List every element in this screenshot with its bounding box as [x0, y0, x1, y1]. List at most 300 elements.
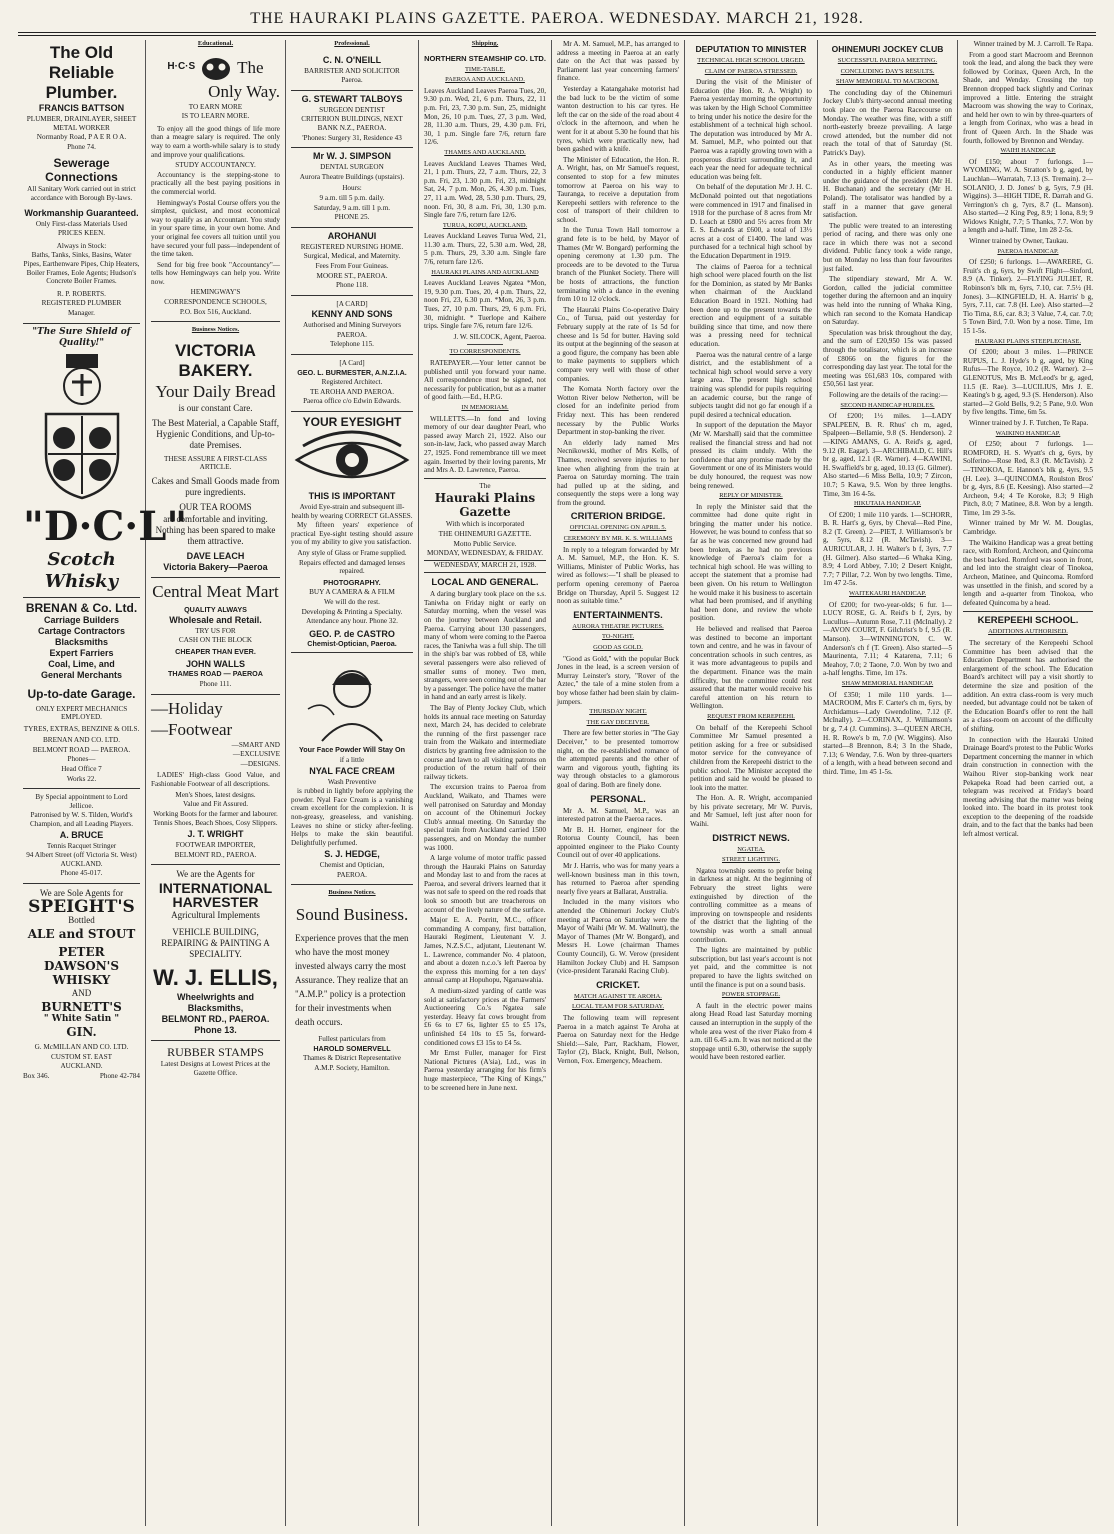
ad-text: By Special appointment to Lord Jellicoe.: [35, 793, 128, 810]
article-paragraph: Included in the many visitors who attended the Ohinemuri Jockey Club's meeting at Paeroa on Saturday were the Mayor of Waihi (Mr W. M. Wallnutt), the Mayor of Thames (Mr W. Bongard), and Messrs H. Lowe (chairman Thames County Council), G. W. Verow (president Hamilton Jockey Club) and H. Sampson (vice-president Taranaki Racing Club).: [557, 898, 679, 976]
ad-text: Agricultural Implements: [171, 910, 260, 921]
ad-text: Manager.: [68, 308, 95, 317]
race-heading: SECOND HANDICAP HURDLES.: [840, 401, 935, 409]
ad-service: Carriage Builders: [43, 614, 120, 625]
article-paragraph: Following are the details of the racing:—: [829, 390, 948, 399]
ad-product: " White Satin ": [43, 1014, 120, 1024]
article-paragraph: In connection with the Hauraki United Drainage Board's protest to the Public Works Department concerning the manner in which drain construction in connection with the Waihou River stop-banking work near Pekapeka Road had been carried out, a telegram was received at Friday's board meeting advising that the matter was being looked into. The board in its protest took exception to the deepening of the roadside drain, and to the fact that the banks had been left almost vertical.: [963, 735, 1093, 839]
article-heading: CRITERION BRIDGE.: [570, 511, 666, 523]
timetable: Leaves Auckland Leaves Paeroa Tues, 20, 9.30 p.m. Wed, 21, 6 p.m. Thurs, 22, 11 p.m. Fri, 23, 7.30 p.m. Sun, 25, midnight Mon, 26, 10 p.m. Tues, 27, 3 p.m. Wed, 28, 11.30 a.m. Thurs, 29, 4.30 p.m. Fri, 30, 1 p.m. Single fare 7/6, return fare 12/6.: [424, 86, 546, 147]
ad-text: Fullest particulars from: [318, 1035, 386, 1044]
ad-service: Coal, Lime, and: [48, 658, 115, 669]
column-4: [419, 40, 552, 1526]
article-paragraph: The stipendiary steward, Mr A. W. Gordon, called the judicial committee together during the afternoon and an inquiry was held into the running of Whaka King, which ran second to the Komata Handicap on Saturday.: [823, 275, 952, 327]
ad-name: FRANCIS BATTSON: [38, 103, 125, 113]
article-paragraph: The Komata North factory over the Wotton River below Netherton, will be closed for an indefinite period from Friday next. This has been rendered necessary by the Public Works Department in stop-banking the river.: [557, 385, 679, 437]
ad-text: Telephone 115.: [330, 340, 374, 349]
ad-footwear: [151, 695, 280, 866]
ad-text: Only First-class Materials Used: [35, 219, 128, 228]
ad-service: Expert Farriers: [49, 647, 114, 658]
ad-product: GIN.: [66, 1025, 97, 1039]
article-subheading: SUCCESSFUL PAEROA MEETING.: [837, 57, 938, 64]
article-paragraph: Winner trained by J. F. Tutchen, Te Rapa.: [969, 418, 1089, 427]
ad-slogan: "The Sure Shield of Quality!": [32, 326, 131, 348]
article-paragraph: The Hon. A. R. Wright, accompanied by his private secretary, Mr W. Purvis, and Mr Samuel, left just after noon for Waihi.: [690, 794, 812, 829]
timetable: Leaves Auckland Leaves Turua Wed, 21, 11.30 a.m. Thurs, 22, 5.30 a.m. Wed, 28, 5 p.m. Thurs, 29, 3.30 a.m. Single fare 7/6, return fare 12/6.: [424, 232, 546, 267]
article-paragraph: Speculation was brisk throughout the day, and the sum of £20,950 15s was passed through the totalisator, which is an increase of £8066 on the figures for the corresponding day last year. The total for the meeting was £61,683 10s, compared with £50,561 last year.: [823, 328, 952, 389]
ad-text: —EXCLUSIVE: [232, 750, 280, 759]
ad-paragraph: is rubbed in lightly before applying the powder. Nyal Face Cream is a vanishing cream excellent for the complexion. It is non-greasy, greaseless, and vanishing. Leaves no shine or sticky after-feeling. Helps to make the skin beautiful. Delightfully perfumed.: [291, 787, 413, 847]
ad-text: ONLY EXPERT MECHANICS EMPLOYED.: [35, 704, 128, 722]
ad-text: REGISTERED PLUMBER: [41, 299, 122, 308]
article-subheading: THURSDAY NIGHT.: [589, 708, 647, 716]
article-heading: DEPUTATION TO MINISTER: [695, 44, 807, 54]
ad-name: JOHN WALLS: [185, 659, 245, 670]
ad-text: The Best Material, a Capable Staff, Hygienic Conditions, and Up-to-date Premises.: [151, 417, 280, 450]
column-3: [286, 40, 419, 1526]
ad-name: GEO. P. de CASTRO: [309, 628, 395, 639]
ad-text: THAMES ROAD — PAEROA: [168, 669, 263, 679]
ad-text: Attendance any hour. Phone 32.: [306, 617, 398, 626]
ad-text: is our constant Care.: [178, 402, 253, 413]
ad-text: We are the Agents for: [176, 869, 255, 880]
race-heading: HAURAKI PLAINS STEEPLECHASE.: [975, 337, 1081, 345]
ad-text: Box 346.: [23, 1071, 50, 1080]
ad-text: PRICES KEEN.: [57, 229, 106, 238]
ad-text: THE OHINEMURI GAZETTE.: [438, 529, 532, 538]
ad-service: Blacksmiths: [54, 636, 109, 647]
ad-product: ALE and STOUT: [27, 927, 136, 941]
ad-text: Fees From Four Guineas.: [315, 261, 389, 270]
ad-text: [A CARD]: [336, 299, 368, 308]
article-paragraph: The excursion trains to Paeroa from Auckland, Waikato, and Thames were well patronised on Saturday and Monday on account of the Ohinemuri Jockey Club's annual meeting. On Saturday the special train from Auckland carried 1500 passengers, and on Monday the number was 1000.: [424, 783, 546, 852]
article-paragraph: Mr Ernst Fuller, manager for First National Pictures (A'sia), Ltd., was in Paeroa yesterday arranging for his firm's huge masterpiece, "The King of Kings," to be screened here in June next.: [424, 1049, 546, 1092]
ad-name: A. BRUCE: [59, 829, 104, 840]
article-paragraph: Winner trained by Mr W. M. Douglas, Cambridge.: [963, 519, 1093, 537]
ad-name: GEO. L. BURMESTER, A.N.Z.I.A.: [297, 367, 407, 377]
article-paragraph: In support of the deputation the Mayor (Mr W. Marshall) said that the committee realised the financial stress and had not pressed its claim unduly. With the confidence that any promise made by the Government or one of its Ministers would be duly honoured, the request was now being renewed.: [690, 421, 812, 490]
ad-text: REGISTERED NURSING HOME.: [300, 242, 404, 251]
shield-crest-icon: [32, 352, 132, 502]
ad-heading: —Footwear: [151, 719, 233, 739]
article-paragraph: The Bay of Plenty Jockey Club, which holds its annual race meeting on Saturday next, March 24, has decided to celebrate the running of the first passenger race train from the Waikato and intermediate districts by granting free admission to the course and lawn to all visiting patrons on production of the return half of their railway tickets.: [424, 704, 546, 781]
ad-nyal-face-cream: [291, 653, 413, 885]
ad-text: [A Card]: [339, 359, 365, 368]
ad-name: W. J. ELLIS,: [153, 965, 278, 991]
ad-text: Authorised and Mining Surveyors: [302, 321, 402, 330]
ad-text: CRITERION BUILDINGS, NEXT BANK N.Z., PAEROA.: [301, 115, 403, 132]
ad-text: DENTAL SURGEON: [320, 163, 384, 172]
article-subheading: ADDITIONS AUTHORISED.: [988, 628, 1068, 636]
article-subheading: TIME-TABLE.: [464, 65, 506, 73]
ad-paragraph: My fifteen years' experience of practical Eye-sight testing should assure you of my ability to give you satisfaction.: [291, 521, 413, 547]
ad-text: 9 a.m. till 5 p.m. daily.: [319, 193, 385, 202]
ad-text: Surgical, Medical, and Maternity.: [303, 252, 401, 261]
column-8: [958, 40, 1098, 1526]
ad-plumber: [23, 40, 140, 324]
ad-dcl-whisky: [23, 324, 188, 598]
ad-rubber-stamps: [151, 1041, 280, 1082]
article-paragraph: Winner trained by M. J. Carroll. Te Rapa.: [973, 40, 1093, 48]
ad-text: Baths, Tanks, Sinks, Basins, Water Pipes, Earthenware Pipes, Chip Heaters, Boiler Frames, Eole Agents; Hudson's Concrete Boiler Frames.: [23, 251, 140, 286]
race-heading: WAIHI HANDICAP.: [1000, 147, 1056, 155]
ad-text: Motto Public Service.: [453, 539, 517, 548]
ad-text: The: [479, 481, 491, 490]
ad-text: PHONE 25.: [334, 213, 370, 222]
article-subheading: CEREMONY BY MR. K. S. WILLIAMS: [563, 535, 673, 543]
ad-text: P.O. Box 516, Auckland.: [179, 307, 252, 316]
ad-ellis: [151, 865, 280, 1041]
ad-text: QUALITY ALWAYS: [184, 605, 247, 615]
ad-text: Avoid Eye-strain and subsequent ill-health by wearing CORRECT GLASSES.: [291, 503, 413, 520]
ad-heading: The Old Reliable Plumber.: [45, 43, 118, 102]
article-subheading: POWER STOPPAGE.: [721, 991, 781, 999]
ad-text: BARRISTER AND SOLICITOR: [304, 66, 400, 75]
ad-text: Head Office 7: [61, 765, 102, 774]
race-result: Of £200; 1 mile 110 yards. 1—SCHORR, B. R. Hart's g, 6yrs, by Cheval—Red Pine, 8.2 (T. Green). 2—PIET, J. Williamson's br g, 5yrs, 8.12 (R. McTavish). 3—AURICULAR, J. H. Walter's b f, 3yrs, 7.7 (H. Gilmer). Also started—6 Whaka King, 8.9; 4 Lord Abbey, 7.10; 2 Desert Knight, 7.7; 7 Pillar, 7.2. Won by two lengths. Time, 1m 47 2-5s.: [823, 510, 952, 588]
ad-subheading: STUDY ACCOUNTANCY.: [175, 161, 256, 170]
ad-text: CASH ON THE BLOCK: [178, 636, 253, 645]
ad-text: CORRESPONDENCE SCHOOLS,: [164, 298, 267, 307]
article-paragraph: Mr A. M. Samuel, M.P., has arranged to address a meeting in Paeroa at an early date on the Act that was passed by Parliament last year concerning farmers' finance.: [557, 40, 679, 83]
ad-central-meat-mart: [151, 578, 280, 695]
ad-tennis: [23, 789, 140, 884]
ad-text: MONDAY, WEDNESDAY, & FRIDAY.: [426, 549, 544, 558]
race-result: Of £250; about 7 furlongs. 1—ROMFORD, H. S. Wyatt's ch g, 6yrs, by Solferino—Rose Red, 8.3 (R. McTavish). 2—TINOKOA, E. Hannon's blk g, 4yrs, 9.5 (H. Lee). 3—QUINCOMA, Roulston Bros' br g, 4yrs, 8.6 (E. Keesing). Also started—2 Archeon, 9.4; 4 Te Koroke, 8.3; 9 High Pitch, 8.0; 7 Matinee, 8.8. Won by a length. Time, 1m 29 3-5s.: [963, 440, 1093, 517]
article-paragraph: In the Turua Town Hall tomorrow a grand fete is to be held, by Mayor of Thames (Mr W. Bongard) performing the opening ceremony at 1.30 p.m. The proceeds are to be devoted to the Turua branch of the Plunket Society. There will be hosts of attractions, the function terminating with a dance in the evening from 10 to 12 o'clock.: [557, 226, 679, 304]
ad-text: MOORE ST., PAEROA.: [316, 271, 388, 280]
ad-service: General Merchants: [40, 669, 123, 680]
ad-text: Always in Stock:: [56, 241, 107, 250]
ad-name: Mr W. J. SIMPSON: [312, 151, 391, 162]
ad-text: With which is incorporated: [445, 520, 525, 529]
article-subheading: GOOD AS GOLD.: [593, 644, 643, 651]
column-7: [818, 40, 958, 1526]
ad-name: C. N. O'NEILL: [322, 54, 382, 65]
race-heading: SHAW MEMORIAL HANDICAP.: [841, 679, 934, 687]
ad-text: Phone 111.: [199, 680, 232, 688]
ad-heading: Your Daily Bread: [155, 381, 276, 401]
ad-text: A.M.P. Society, Hamilton.: [314, 1063, 390, 1072]
ad-heading: RUBBER STAMPS: [167, 1045, 264, 1060]
newspaper-nameplate: [424, 478, 546, 574]
article-paragraph: During the visit of the Minister of Education (the Hon. R. A. Wright) to Paeroa yesterday morning the opportunity was taken by the High School Committee to bring under his notice the desire for the establishment of a technical high school. The deputation was introduced by Mr A. M. Samuel, M.P., who pointed out that Paeroa was a rapidly growing town with a prosperous district surrounding it, and each year the need for adequate technical education was being felt.: [690, 78, 812, 181]
ad-hemingway: [151, 52, 280, 323]
article-paragraph: An elderly lady named Mrs Necnikowski, mother of Mrs Kells, of Thames, received severe injuries to her knee when alighting from the train at Paeroa on Saturday morning. The train had pulled up at the siding, and consequently the steps were a long way from the ground.: [557, 438, 679, 507]
ad-text: BELMONT RD., PAEROA.: [161, 1014, 270, 1025]
ad-product: WHISKY: [52, 973, 111, 987]
article-subheading: HAURAKI PLAINS AND AUCKLAND: [431, 268, 539, 276]
ad-heading: —Holiday: [151, 698, 223, 718]
article-paragraph: Mr J. Harris, who was for many years a well-known business man in this town, has returned to Paeroa after spending nearly five years at Ballarat, Australia.: [557, 862, 679, 896]
ad-text: Wholesale and Retail.: [169, 614, 262, 625]
ad-text: AND: [71, 988, 92, 998]
ad-name: Victoria Bakery—Paeroa: [163, 562, 268, 573]
ad-heading: BRENAN & Co. Ltd.: [25, 600, 138, 615]
ad-paragraph: Accountancy is the stepping-stone to practically all the best paying positions in the commercial world.: [151, 170, 280, 196]
ad-text: All Sanitary Work carried out in strict accordance with Borough By-laws.: [27, 185, 136, 202]
ad-text: HEMINGWAY'S: [190, 288, 241, 297]
article-paragraph: RATEPAYER.—Your letter cannot be published until you forward your name. All correspondence must be signed, not necessarily for publication, but as a matter of good faith.—Ed., H.P.G.: [424, 359, 546, 402]
ad-heading: Up-to-date Garage.: [27, 686, 136, 701]
article-subheading: AURORA THEATRE PICTURES.: [572, 622, 664, 630]
article-subheading: SHAW MEMORIAL TO MACROOM.: [836, 78, 939, 86]
ad-text: Tennis Shoes, Beach Shoes, Cosy Slippers.: [153, 819, 278, 828]
article-subheading: STREET LIGHTING.: [721, 856, 780, 864]
article-paragraph: Mr B. H. Horner, engineer for the Rotorua County Council, has been appointed engineer to the Piako County Council out of over 40 applications.: [557, 825, 679, 860]
article-subheading: MATCH AGAINST TE AROHA.: [574, 992, 662, 1000]
race-result: Of £250; 6 furlongs. 1—AWARERE, G. Fruit's ch g, 6yrs, by Swift Flight—Sinford, 8.9 (A. Tinker). 2—FLYING JULIET, R. Robinson's blk m, 6yrs, 7.10, car. 7.5½ (H. Jones). 3—KINGFIELD, H. A. Harris' b g, 5yrs, 7.11, car. 7.8 (H. Lee). Also started—2 Tio Tima, 8.6, car. 8.3; 3 Value, 7.4, car. 7.0; 5 Town Bird, 7.0. Won by a nose. Time, 1m 15 1-5s.: [963, 258, 1093, 335]
article-subheading: LOCAL TEAM FOR SATURDAY.: [571, 1003, 665, 1011]
nameplate-title: Hauraki Plains Gazette: [434, 491, 536, 520]
race-result: Of £200; about 3 miles. 1—PRINCE RUPUS, L. J. Hyde's b g, aged, by King Rufus—The Royce, 10.2 (R. Warner). 2—GLENOTUS, Mrs B. McLeod's br g, aged, 11.5 (E. Rae). 3—LUCILIUS, Mrs J. E. Keating's b g, aged, 9.3 (S. Henderson). Also started—2 Gold Bells, 9.2; 5 Pane, 9.0. Won by five lengths. Time, 6m 5s.: [963, 348, 1093, 417]
ad-text: 94 Albert Street (off Victoria St. West) AUCKLAND.: [26, 851, 137, 868]
ad-heading: VICTORIA BAKERY.: [175, 340, 256, 380]
ad-text: Developing & Printing a Specialty.: [301, 607, 403, 616]
article-paragraph: The concluding day of the Ohinemuri Jockey Club's thirty-second annual meeting took place on the Paeroa Racecourse on Monday. The weather was fine, with a stiff north-easterly breeze prevailing. A large crowd attended, but the number did not reach the total of that of Saturday (St. Patrick's Day).: [823, 88, 952, 157]
ad-text: FOOTWEAR IMPORTER,: [175, 840, 256, 849]
ad-text: Paeroa office c/o Edwin Edwards.: [303, 397, 401, 406]
owl-emblem-icon: [199, 55, 233, 81]
article-subheading: TO CORRESPONDENTS.: [449, 348, 521, 356]
ad-text: Thames & District Representative: [303, 1054, 401, 1063]
ad-text: Any style of Glass or Frame supplied.: [297, 549, 407, 557]
ad-heading: The: [237, 57, 264, 77]
section-label: Professional.: [334, 40, 370, 47]
article-subheading: TECHNICAL HIGH SCHOOL URGED.: [697, 57, 805, 64]
race-heading: WAITEKAURI HANDICAP.: [849, 590, 926, 598]
article-paragraph: On behalf of the Kerepeehi School Committee Mr Samuel presented a petition asking for a free or subsidised motor service for the conveyance of children from the Kerepeehi district to the public school. The Minister accepted the petition and said he would be pleased to look into the matter.: [690, 723, 812, 792]
article-paragraph: Paeroa was the natural centre of a large district, and the establishment of a technical high school would serve a very large area. The present high school training was splendid for pupils requiring an academic course, but the range of subjects taught did not go far enough if a pupil desired a technical education.: [690, 350, 812, 419]
ad-amp: [291, 901, 413, 1077]
ad-text: Paeroa.: [341, 76, 363, 85]
ad-heading: INTERNATIONAL HARVESTER: [158, 880, 273, 911]
article-paragraph: A medium-sized yarding of cattle was sold at satisfactory prices at the Farmers' Auctioneering Co.'s Ngatea sale yesterday. Heavy fat cows brought from £6 6s to £7 6s, lighter £5 to £5 17s, unfinished £4 10s to £5 5s, forward-conditioned cows £3 15s to £4 5s.: [424, 987, 546, 1047]
article-subheading: THE GAY DECEIVER.: [586, 718, 650, 726]
section-label: Business Notices.: [191, 326, 240, 334]
ad-text: Chemist-Optician, Paeroa.: [307, 638, 397, 648]
article-heading: PERSONAL.: [590, 793, 646, 805]
article-subheading: CLAIM OF PAEROA STRESSED.: [704, 67, 798, 75]
ad-text: Phone 42-784: [99, 1071, 140, 1080]
article-paragraph: A large volume of motor traffic passed through the Hauraki Plains on Saturday and Monday last to and from the races at Paeroa, and several drivers learned that it was not safe to speed on the red roads that look so smooth but are treacherous on account of the lively nature of the surface.: [424, 854, 546, 914]
ad-heading: Workmanship Guaranteed.: [24, 207, 139, 218]
ad-text: PLUMBER, DRAINLAYER, SHEET METAL WORKER: [26, 115, 137, 132]
article-paragraph: The following team will represent Paeroa in a match against Te Aroha at Paeroa on Saturday next for the Hedge Shield:—Sale, Parr, Rackham, Flower, Taylor (2), Black, Knight, Bull, Nelson, Vernon, Fox. Emergency, Meachem.: [557, 1013, 679, 1065]
ad-brand: SPEIGHT'S: [28, 897, 135, 917]
masthead-rule: [18, 32, 1096, 36]
ad-text: BUY A CAMERA & A FILM: [309, 588, 395, 597]
ad-text: TYRES, EXTRAS, BENZINE & OILS.: [23, 724, 140, 733]
article-paragraph: The secretary of the Kerepeehi School Committee has been advised that the Education Department has authorised the enlargement of the school. The Education Board's architect will pay a visit shortly to determine the size and position of the addition. An extra class-room is very much needed, but advantage could not be taken of the Education Board's offer to rent the hall as a class-room on account of the difficulty of shifting.: [963, 639, 1093, 733]
masthead: THE HAURAKI PLAINS GAZETTE. PAEROA. WEDNESDAY. MARCH 21, 1928.: [250, 10, 864, 27]
ad-brand: PETER: [58, 945, 105, 959]
ad-text: BELMONT RD., PAEROA.: [174, 850, 257, 859]
article-paragraph: The lights are maintained by public subscription, but last year's account is not yet paid, and the committee is not prepared to have the lights switched on until the finance is put on a sound basis.: [690, 946, 812, 989]
ad-subheading: PHOTOGRAPHY.: [323, 577, 381, 587]
article-subheading: REPLY OF MINISTER.: [719, 492, 783, 500]
ad-paragraph: Experience proves that the men who have the most money invested always carry the most Assurance. They realize that an "A.M.P." policy is a protection for their investments when death occurs.: [295, 933, 409, 1028]
ad-text: CHEAPER THAN EVER.: [175, 646, 256, 656]
race-result: Of £200; 1½ miles. 1—LADY SPALPEEN, B. R. Rhus' ch m, aged, Spalpeen—Bellamie, 9.8 (S. Henderson). 2—KING AMANS, G. A. Reid's g, aged, 9.12 (R. Eagar). 3—ARCHIBALD, C. Hill's br g, aged, 12.1 (R. Warner). 4—KAWINI, H. Swaffield's br g, aged, 10.13 (G. Gilmer). Also started—6 Miss Bella, 10.9; 7 Zircon, 10.7; 5 Kawa, 9.5. Won by three lengths. Time, 3m 16 4-5s.: [823, 412, 952, 498]
article-paragraph: A daring burglary took place on the s.s. Taniwha on Friday night or early on Saturday morning, when the vessel was on the journey between Auckland and Paeroa. Carrying about 130 passengers, many of whom were coming to the Paeroa races, the Taniwha was a full ship. The till in the ship's bar was robbed of £8, while several passengers were also relieved of smaller sums of money. Two men, strangers, were seen coming out of the bar by a passenger. The police have the matter in hand and an early arrest is likely.: [424, 590, 547, 702]
article-paragraph: The public were treated to an interesting period of racing, and there was only one race in which there was not a second dividend. Public fancy took a wide range, but on Monday no less than four favourites just failed.: [823, 221, 952, 273]
ad-text: BELMONT ROAD — PAEROA.: [32, 745, 131, 754]
column-6: [685, 40, 818, 1526]
article-subheading: TO-NIGHT.: [601, 633, 635, 641]
article-subheading: REQUEST FROM KEREPEEHI.: [707, 712, 795, 720]
ad-text: Phone 13.: [194, 1025, 237, 1036]
article-heading: CRICKET.: [596, 979, 640, 991]
lady-portrait-icon: [304, 659, 400, 743]
ad-simpson: [291, 148, 413, 228]
ad-heading: Sewerage Connections: [45, 156, 118, 185]
race-result: Of £200; for two-year-olds; 6 fur. 1—LUCY ROSE, G. A. Reid's b f, 2yrs, by Lucullus—Autumn Rose, 7.11 (McInally). 2—AVON COURT, F. Gilchrist's b f, 9.5 (R. Manson). 3—WINNINGTON, C. W. Anderson's ch f (T. Green). Also started—5 Maurinenta, 7.11; 4 Katarena, 7.11; 6 Meahoy, 7.0; 2 Taone, 7.0. Won by two and a-half lengths. Time, 1m 17s.: [823, 600, 952, 678]
column-5: [552, 40, 685, 1526]
article-subheading: TURUA, KOPU, AUCKLAND.: [442, 221, 528, 229]
race-heading: WAIKINO HANDICAP.: [995, 429, 1061, 437]
ad-text: PAEROA.: [337, 330, 367, 339]
ad-text: —SMART AND: [231, 740, 280, 749]
ad-text: BRENAN AND CO. LTD.: [42, 736, 120, 745]
ad-brand: DAWSON'S: [43, 959, 120, 973]
ad-text: Cakes and Small Goods made from pure ingredients.: [151, 476, 280, 498]
ad-text: if a little: [339, 755, 365, 764]
article-subheading: OFFICIAL OPENING ON APRIL 5.: [569, 524, 667, 532]
section-label: Educational.: [197, 40, 234, 47]
ad-text: TE AROHA AND PAEROA.: [310, 387, 394, 396]
article-heading: DISTRICT NEWS.: [712, 832, 790, 844]
article-subheading: THAMES AND AUCKLAND.: [444, 148, 526, 156]
ad-paragraph: To enjoy all the good things of life more than a meagre salary is required. The only way to earn a worth-while salary is to study and improve your qualifications.: [151, 124, 280, 159]
article-paragraph: From a good start Macroom and Brennon took the lead, and along the back they were followed by Corinax, Queen Arch, In the Shade, and Wenday. Crossing the top Brennon dropped back slightly and Corinax improved a little. Entering the straight Macroom was showing the way to Corinax, and held her own to win by three-quarters of a length from Corinax, who was a head in front of Queen Arch. In the Shade was fourth, followed by Brennon and Wenday.: [963, 50, 1093, 145]
ad-text: Repairs effected and damaged lenses repaired.: [298, 558, 406, 576]
ad-name: S. J. HEDGE,: [324, 849, 380, 860]
eye-icon: [293, 432, 411, 488]
ad-text: Hours:: [342, 184, 362, 193]
article-heading: KEREPEEHI SCHOOL.: [963, 611, 1093, 626]
article-paragraph: In reply to a telegram forwarded by Mr A. M. Samuel, M.P., the Hon. K. S. Williams, Minister of Public Works, has wired as follows:—"I shall be pleased to perform opening ceremony of Paeroa Bridge on Thursday, April 5. Suggest 12 noon as suitable time.": [557, 545, 679, 606]
ad-paragraph: Hemingway's Postal Course offers you the simplest, quickest, and most economical way to qualify as an Accountant. You study in your spare time, in your own home. And your original fee covers all tuition until you have secured your full pass—independent of the time taken.: [151, 198, 280, 259]
timetable: Leaves Auckland Leaves Thames Wed, 21, 1 p.m. Thurs, 22, 7 a.m. Thurs, 22, 3 p.m. Fri, 23, 1.30 p.m. Fri, 23, midnight Sat, 24, 7 p.m. Mon, 26, 4.30 p.m. Tues, 27, 11 a.m. Wed, 28, 5.30 p.m. Thurs, 29, noon. Fri, 30, 8 a.m. Fri, 30, 1.30 p.m. Single fare 7/6, return fare 12/6.: [424, 159, 546, 220]
ad-service: Cartage Contractors: [37, 625, 126, 636]
ad-eyesight: [291, 412, 413, 653]
ad-text: AUCKLAND.: [60, 1062, 103, 1071]
ad-text: Chemist and Optician,: [319, 861, 385, 870]
ad-heading: Your Face Powder Will Stay On: [298, 745, 406, 755]
article-paragraph: Yesterday a Katangahake motorist had the bad luck to be the victim of some wanton destruction to his car tyres. He left the car on the side of the road about 4 o'clock in the afternoon, and when he went for it at about 5.30 he found that his tyres, which were practically new, had been gashed with a knife.: [557, 84, 679, 154]
column-2: [146, 40, 286, 1526]
ad-text: PAEROA.: [337, 870, 367, 879]
article-paragraph: As in other years, the meeting was conducted in a highly efficient manner under the guidance of the president (Mr H. H. Buchanan) and the secretary (Mr H. Poland). The totalisator was handled by a staff in a manner that gave general satisfaction.: [823, 159, 952, 220]
ad-speights: [23, 884, 140, 1084]
article-paragraph: In reply the Minister said that the committee had done quite right in bringing the matter under his notice. However, he was bound to confess that so far as he was concerned new ground had been broken, as he had no previous knowledge of Paeroa's claim for a technical high school. He was willing to accept the statement that a promise had been given. On his return to Wellington he would make it his business to ascertain what had been promised, and if anything had been done, and review the whole position.: [690, 502, 812, 623]
ad-text: Saturday, 9 a.m. till 1 p.m.: [313, 203, 391, 212]
ad-text: Works 22.: [66, 774, 97, 783]
signature-line: J. W. SILCOCK, Agent, Paeroa.: [453, 332, 546, 341]
article-heading: NORTHERN STEAMSHIP CO. LTD.: [424, 53, 546, 63]
article-paragraph: Mr A. M. Samuel, M.P., was an interested patron at the Paeroa races.: [557, 806, 679, 824]
article-paragraph: Winner trained by Owner, Taukau.: [969, 237, 1069, 246]
ad-text: Patronised by W. S. Tilden, World's Champion, and all Leading Players.: [30, 811, 133, 829]
ad-text: Working Boots for the farmer and labourer.: [153, 809, 278, 818]
ad-text: 'Phones: Surgery 31, Residence 43: [302, 133, 402, 142]
article-paragraph: The Hauraki Plains Co-operative Dairy Co., of Turua, paid out yesterday for February supply at the rate of 1s 5d for cheese and 1s 5d for butter. Having sold its output at the beginning of the season at a good figure, the company has been able to make payments to suppliers which compare very well with those of other companies.: [557, 305, 679, 383]
dateline: WEDNESDAY, MARCH 21, 1928.: [424, 560, 546, 570]
ad-text: Aurora Theatre Buildings (upstairs).: [299, 172, 405, 181]
race-heading: PAEROA HANDICAP.: [997, 247, 1059, 255]
article-subheading: CONCLUDING DAY'S RESULTS.: [840, 67, 935, 75]
article-paragraph: He believed and realised that Paeroa was destined to become an important town and centre, and he was in favour of concentration schools in such centres, as it was more advantageous to pupils and the department. Finance was the main difficulty, but the committee could rest assured that the matter would receive his careful attention on his return to Wellington.: [690, 625, 812, 711]
ad-name: DAVE LEACH: [186, 551, 245, 562]
ad-text: Wash Preventive: [327, 777, 377, 786]
ad-subheading: THIS IS IMPORTANT: [308, 491, 396, 502]
article-paragraph: The Minister of Education, the Hon. R. A. Wright, has, on Mr Samuel's request, consented to stop for a few minutes tomorrow at Paeroa on his way to Tauranga, to receive a deputation from Kerepeehi settlers with reference to the cost of transport of their children to school.: [557, 155, 679, 224]
ad-name: HAROLD SOMERVELL: [313, 1043, 391, 1053]
ad-text: Value and Fit Assured.: [182, 800, 249, 809]
ad-text: Phone 118.: [335, 281, 369, 290]
ad-kenny: [291, 296, 413, 355]
ad-heading: Sound Business.: [295, 905, 409, 925]
ad-product: NYAL FACE CREAM: [309, 765, 395, 776]
ad-text: Bottled: [68, 915, 95, 925]
ad-oneill: [291, 52, 413, 91]
article-paragraph: "Good as Gold," with the popular Buck Jones in the lead, is a screen version of Murray Leinster's story, "Rover of the Aztec," the tale of a mine stolen from a boy whose father had been slain by claim-jumpers.: [557, 654, 679, 706]
ad-text: IS TO LEARN MORE.: [181, 112, 250, 121]
ad-text: Phones—: [67, 755, 96, 764]
ad-name: G. STEWART TALBOYS: [301, 93, 403, 104]
ad-arohanui: [291, 228, 413, 296]
article-subheading: IN MEMORIAM.: [461, 403, 509, 411]
ad-name: AROHANUI: [327, 230, 377, 241]
ad-heading: Central Meat Mart: [152, 582, 279, 602]
ad-text: Phone 74.: [67, 142, 96, 151]
ad-text: THESE ASSURE A FIRST-CLASS ARTICLE.: [164, 454, 267, 472]
ad-text: SURGEON DENTIST: [319, 105, 385, 114]
race-result: Of £150; about 7 furlongs. 1—WYOMING, W. A. Stratton's b g, aged, by Lauchlan—Warratah, 7.13 (S. Tremain). 2—SOLANIO, J. D. Jones' b g, 5yrs, 7.9 (H. Wiggins). 3—HIGH TIDE, R. Darrah and G. Verrington's ch g, 7yrs, 8.7 (L. Manson). Also started—2 King Peg, 8.9; 1 Iona, 8.9; 9 Widows Knight, 7.7; 5 Thanks, 7.7. Won by a length and a-half. Time, 1m 28 2-5s.: [963, 157, 1093, 235]
ad-text: Registered Architect.: [321, 378, 383, 387]
article-paragraph: A fault in the electric power mains along Head Road last Saturday morning caused an interruption in the supply of the whole area west of the river Piako from 4 a.m. till 6.45 a.m. It was not noticed at the stoppage until 6.30, otherwise the supply would have been restored earlier.: [690, 1001, 812, 1062]
ad-text: Normanby Road, P A E R O A.: [36, 133, 127, 142]
article-paragraph: Major E. A. Porritt, M.C., officer commanding A company, first battalion, Hauraki Regiment, Lieutenant V. J. James, N.Z.S.C., adjutant, Lieutenant W. L. Lawrence, commander No. 4 platoon, and about a dozen n.c.o.'s left Paeroa by the express this morning for a ten days' annual camp at Hopuhopu, Ngaruawahia.: [424, 916, 546, 985]
article-heading: LOCAL AND GENERAL.: [431, 577, 539, 589]
ad-text: We are Sole Agents for: [39, 888, 124, 898]
article-heading: OHINEMURI JOCKEY CLUB: [831, 44, 944, 54]
ad-brenan: [23, 598, 140, 790]
race-heading: HIKUTAIA HANDICAP.: [853, 500, 921, 508]
ad-text: VEHICLE BUILDING, REPAIRING & PAINTING A SPECIALITY.: [161, 927, 270, 960]
ad-text: We will do the rest.: [324, 597, 380, 606]
ad-text: Latest Designs at Lowest Prices at the Gazette Office.: [160, 1060, 271, 1077]
article-paragraph: The Waikino Handicap was a great betting race, with Romford, Archeon, and Quincoma the best backed. Romford was soon in front, and led into the straight clear of Tinokoa, Archeon, Matinee, and Quincoma. Romford was unsettled in the finish, and scored by a length and a-quarter from Tinokoa, who defeated Quincoma by a head.: [963, 538, 1093, 607]
ad-brand: BURNETT'S: [41, 1000, 122, 1014]
ad-text: OUR TEA ROOMS: [179, 502, 252, 513]
article-paragraph: Ngatea township seems to prefer being in darkness at night. At the beginning of February the street lights were extinguished by direction of the controlling committee as a means of improving on townspeople and residents of the district that the lighting of the township was worth a small annual contribution.: [690, 866, 812, 944]
timetable: Leaves Auckland Leaves Ngatea *Mon, 19, 9.30 p.m. Tues, 20, 4 p.m. Thurs, 22, noon Fri, 23, 6.30 p.m. *Mon, 26, 3 p.m. Tues, 27, 10 p.m. Thurs, 29, 6 p.m. Fri, 30, midnight. * Tuerlope and Kaihere trips. Single fare 7/6, return fare 12/6.: [424, 279, 546, 331]
ad-talboys: [291, 91, 413, 148]
ad-product: Scotch Whisky: [44, 548, 119, 592]
divider: [467, 344, 504, 345]
ad-text: are comfortable and inviting. Nothing has been spared to make them attractive.: [155, 514, 276, 547]
article-paragraph: The claims of Paeroa for a technical high school were placed fourth on the list for the Dominion, as stated by Mr Banks when chairman of the Auckland Education Board in 1921. Nothing had been done up to the present towards the erection and equipment of a suitable building since that time, and now there was a pressing need for technical education.: [690, 262, 812, 348]
ad-brand: "D·C·L": [23, 502, 188, 550]
ad-text: Tennis Racquet Stringer: [46, 841, 117, 850]
article-heading: ENTERTAINMENTS.: [573, 609, 663, 621]
ad-heading: Only Way.: [208, 81, 280, 101]
ad-paragraph: Send for big free book "Accountancy"—tells how Hemingways can help you. Write now.: [151, 260, 280, 286]
ad-text: Wheelwrights and Blacksmiths,: [176, 992, 254, 1014]
ad-text: G. McMILLAN AND CO. LTD.: [34, 1043, 129, 1051]
